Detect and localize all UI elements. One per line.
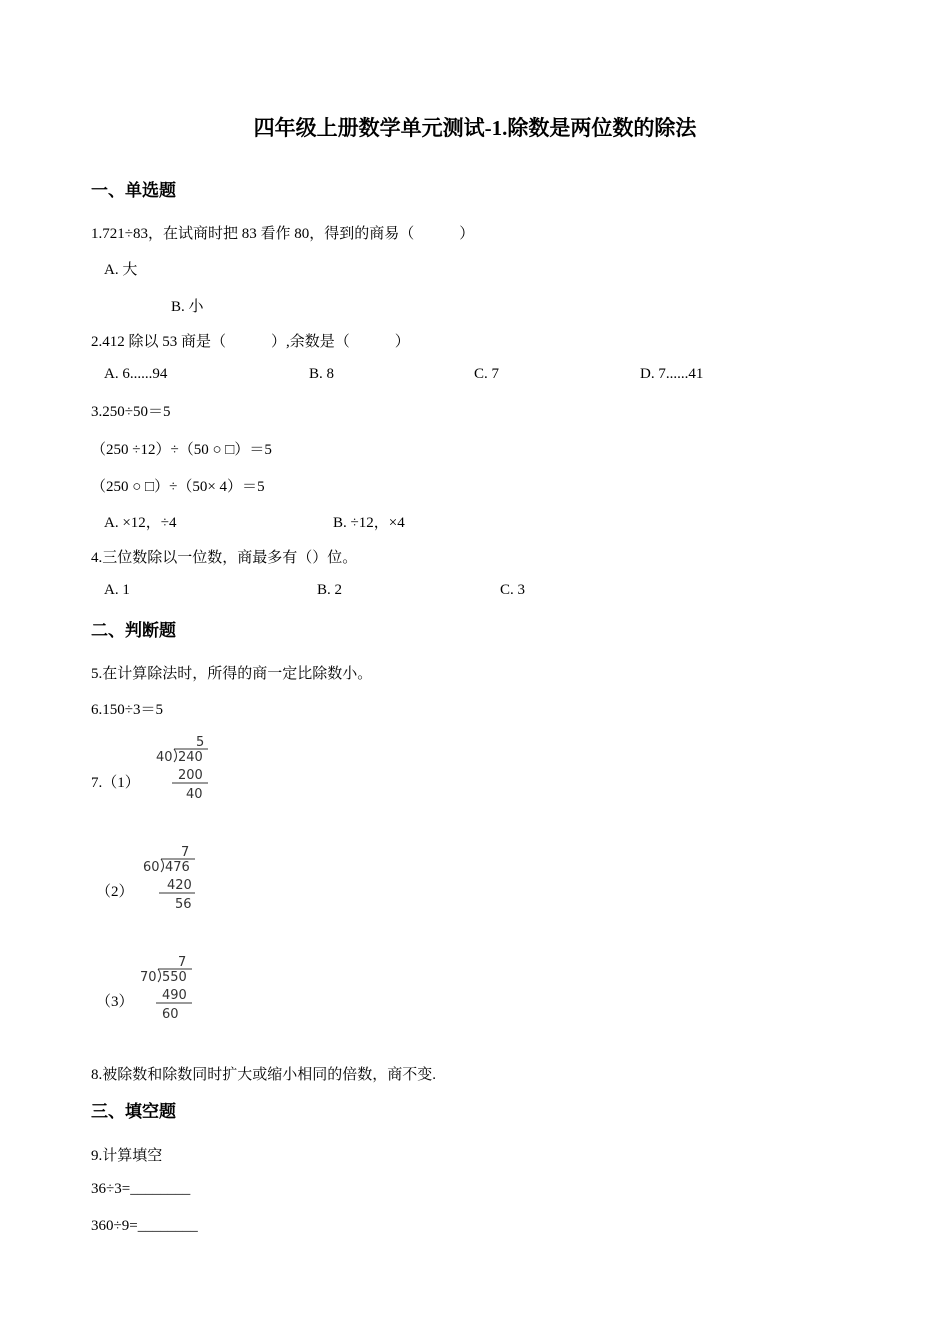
- section-heading-true-false: 二、判断题: [91, 621, 176, 640]
- question-7-label-3: （3）: [96, 994, 134, 1010]
- question-7-label-2: （2）: [96, 884, 134, 900]
- division-1-dividend: 240: [178, 750, 203, 765]
- division-2-dividend: 476: [165, 860, 190, 875]
- division-3-dividend: 550: [162, 970, 187, 985]
- question-2-option-b: B. 8: [309, 366, 335, 382]
- question-9-line-1: 36÷3=________: [91, 1181, 191, 1197]
- question-1-option-b: B. 小: [171, 299, 204, 315]
- question-2-stem: 2.412 除以 53 商是（ ）,余数是（ ）: [91, 334, 410, 350]
- question-4-stem: 4.三位数除以一位数，商最多有（）位。: [91, 550, 358, 566]
- question-3-line-2: （250 ○ □）÷（50× 4）＝5: [91, 479, 265, 495]
- question-2-option-d: D. 7......41: [640, 366, 704, 382]
- question-3-option-b: B. ÷12，×4: [333, 515, 405, 531]
- question-8-stem: 8.被除数和除数同时扩大或缩小相同的倍数，商不变.: [91, 1067, 437, 1083]
- question-1-stem: 1.721÷83，在试商时把 83 看作 80，得到的商易（ ）: [91, 226, 475, 242]
- section-heading-single-choice: 一、单选题: [91, 181, 176, 200]
- question-6-stem: 6.150÷3＝5: [91, 702, 163, 718]
- long-division-figure-3: [138, 953, 200, 1025]
- division-1-product: 200: [178, 768, 203, 783]
- question-2-option-c: C. 7: [474, 366, 500, 382]
- question-4-option-a: A. 1: [104, 582, 130, 598]
- division-3-product: 490: [162, 988, 187, 1003]
- long-division-figure-2: [141, 843, 203, 915]
- question-5-stem: 5.在计算除法时，所得的商一定比除数小。: [91, 666, 373, 682]
- division-2-product: 420: [167, 878, 192, 893]
- question-9-stem: 9.计算填空: [91, 1148, 163, 1164]
- page-title: 四年级上册数学单元测试-1.除数是两位数的除法: [253, 116, 697, 140]
- long-division-figure-1: [154, 733, 216, 805]
- question-3-line-1: （250 ÷12）÷（50 ○ □）＝5: [91, 442, 272, 458]
- division-3-quotient: 7: [178, 955, 187, 970]
- division-3-remainder: 60: [162, 1007, 179, 1022]
- division-2-quotient: 7: [181, 845, 190, 860]
- division-2-remainder: 56: [175, 897, 192, 912]
- division-3-divisor: 70: [140, 970, 157, 985]
- division-2-divisor: 60: [143, 860, 160, 875]
- question-4-option-b: B. 2: [317, 582, 343, 598]
- question-1-option-a: A. 大: [104, 262, 138, 278]
- question-3-stem: 3.250÷50＝5: [91, 404, 171, 420]
- question-9-line-2: 360÷9=________: [91, 1218, 198, 1234]
- question-3-option-a: A. ×12，÷4: [104, 515, 177, 531]
- question-7-label-1: 7.（1）: [91, 775, 140, 791]
- division-1-divisor: 40: [156, 750, 173, 765]
- section-heading-fill-blank: 三、填空题: [91, 1102, 176, 1121]
- question-4-option-c: C. 3: [500, 582, 526, 598]
- division-1-remainder: 40: [186, 787, 203, 802]
- question-2-option-a: A. 6......94: [104, 366, 168, 382]
- division-1-quotient: 5: [196, 735, 205, 750]
